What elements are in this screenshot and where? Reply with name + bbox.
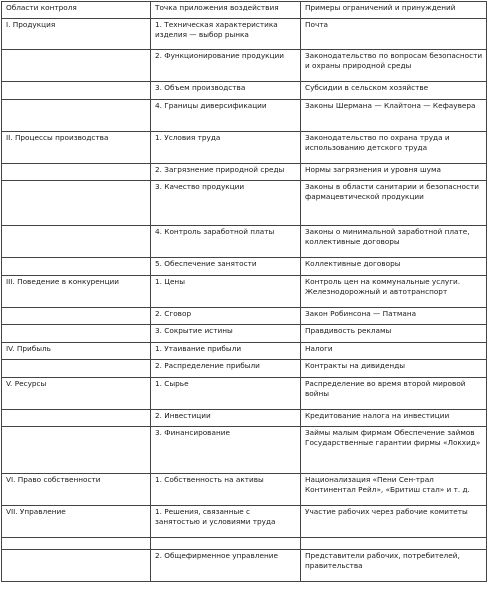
cell-control-area xyxy=(2,258,151,276)
cell-restriction-example: Субсидии в сельском хозяйстве xyxy=(301,82,487,100)
cell-application-point: 1. Сырье xyxy=(151,378,301,410)
cell-restriction-example xyxy=(301,538,487,550)
table-row xyxy=(2,550,487,582)
table-row xyxy=(2,132,487,164)
table-row xyxy=(2,19,487,50)
cell-application-point: 5. Обеспечение занятости xyxy=(151,258,301,276)
table-header-row xyxy=(2,2,487,19)
cell-control-area xyxy=(2,164,151,181)
table-row xyxy=(2,50,487,82)
cell-control-area: VII. Управление xyxy=(2,506,151,538)
cell-restriction-example: Почта xyxy=(301,19,487,50)
control-areas-table xyxy=(1,1,487,582)
cell-application-point: 1. Собственность на активы xyxy=(151,474,301,506)
cell-application-point: 4. Границы диверсификации xyxy=(151,100,301,132)
cell-restriction-example: Законодательство по охрана труда и использованию детского труда xyxy=(301,132,487,164)
cell-control-area xyxy=(2,410,151,427)
cell-application-point: 3. Объем производства xyxy=(151,82,301,100)
cell-control-area xyxy=(2,325,151,343)
table-row xyxy=(2,427,487,474)
cell-application-point: 2. Функционирование продукции xyxy=(151,50,301,82)
cell-restriction-example: Национализация «Пени Сен-трал Континентал Рейл», «Бритиш стал» и т. д. xyxy=(301,474,487,506)
cell-control-area xyxy=(2,308,151,325)
table-row xyxy=(2,538,487,550)
cell-restriction-example: Представители рабочих, потребителей, правительства xyxy=(301,550,487,582)
cell-application-point: 1. Техническая характеристика изделия — выбор рынка xyxy=(151,19,301,50)
cell-restriction-example: Законы Шермана — Клайтона — Кефаувера xyxy=(301,100,487,132)
cell-control-area: V. Ресурсы xyxy=(2,378,151,410)
cell-application-point: 2. Распределение прибыли xyxy=(151,360,301,378)
cell-application-point: 4. Контроль заработной платы xyxy=(151,226,301,258)
table-row xyxy=(2,276,487,308)
cell-restriction-example: Займы малым фирмам Обеспечение займов Государственные гарантии фирмы «Локхид» xyxy=(301,427,487,474)
cell-restriction-example: Законодательство по вопросам безопасности и охраны природной среды xyxy=(301,50,487,82)
cell-restriction-example: Законы о минимальной заработной плате, коллективные договоры xyxy=(301,226,487,258)
cell-application-point: 1. Решения, связанные с занятостью и условиями труда xyxy=(151,506,301,538)
table-row xyxy=(2,474,487,506)
cell-application-point: 3. Качество продукции xyxy=(151,181,301,226)
cell-restriction-example: Закон Робинсона — Патмана xyxy=(301,308,487,325)
table-row xyxy=(2,378,487,410)
cell-restriction-example: Нормы загрязнения и уровня шума xyxy=(301,164,487,181)
cell-control-area xyxy=(2,82,151,100)
table-row xyxy=(2,325,487,343)
table-row xyxy=(2,181,487,226)
cell-control-area xyxy=(2,360,151,378)
header-restriction-examples: Примеры ограничений и принуждений xyxy=(301,2,487,19)
table-body xyxy=(2,19,487,582)
cell-application-point: 2. Общефирменное управление xyxy=(151,550,301,582)
cell-control-area xyxy=(2,226,151,258)
cell-restriction-example: Участие рабочих через рабочие комитеты xyxy=(301,506,487,538)
cell-application-point: 3. Сокрытие истины xyxy=(151,325,301,343)
cell-control-area: II. Процессы производства xyxy=(2,132,151,164)
cell-application-point: 2. Сговор xyxy=(151,308,301,325)
cell-application-point: 3. Финансирование xyxy=(151,427,301,474)
cell-control-area xyxy=(2,538,151,550)
cell-restriction-example: Правдивость рекламы xyxy=(301,325,487,343)
header-control-areas: Области контроля xyxy=(2,2,151,19)
cell-control-area: III. Поведение в конкуренции xyxy=(2,276,151,308)
cell-control-area: IV. Прибыль xyxy=(2,343,151,360)
table-row xyxy=(2,226,487,258)
cell-application-point: 1. Цены xyxy=(151,276,301,308)
table-row xyxy=(2,82,487,100)
table-row xyxy=(2,360,487,378)
cell-restriction-example: Контроль цен на коммунальные услуги. Железнодорожный и автотранспорт xyxy=(301,276,487,308)
cell-control-area xyxy=(2,181,151,226)
table-row xyxy=(2,100,487,132)
table-row xyxy=(2,164,487,181)
cell-control-area: I. Продукция xyxy=(2,19,151,50)
cell-application-point: 1. Утаивание прибыли xyxy=(151,343,301,360)
cell-restriction-example: Законы в области санитарии и безопасности фармацевтической продукции xyxy=(301,181,487,226)
table-row xyxy=(2,308,487,325)
cell-application-point xyxy=(151,538,301,550)
table-row xyxy=(2,343,487,360)
cell-application-point: 2. Загрязнение природной среды xyxy=(151,164,301,181)
cell-restriction-example: Налоги xyxy=(301,343,487,360)
cell-restriction-example: Кредитование налога на инвестиции xyxy=(301,410,487,427)
cell-control-area xyxy=(2,427,151,474)
table-row xyxy=(2,258,487,276)
cell-restriction-example: Распределение во время второй мировой войны xyxy=(301,378,487,410)
cell-control-area xyxy=(2,100,151,132)
cell-restriction-example: Контракты на дивиденды xyxy=(301,360,487,378)
cell-application-point: 1. Условия труда xyxy=(151,132,301,164)
cell-application-point: 2. Инвестиции xyxy=(151,410,301,427)
cell-control-area xyxy=(2,50,151,82)
cell-restriction-example: Коллективные договоры xyxy=(301,258,487,276)
table-row xyxy=(2,506,487,538)
header-application-point: Точка приложения воздействия xyxy=(151,2,301,19)
cell-control-area xyxy=(2,550,151,582)
cell-control-area: VI. Право собственности xyxy=(2,474,151,506)
table-row xyxy=(2,410,487,427)
